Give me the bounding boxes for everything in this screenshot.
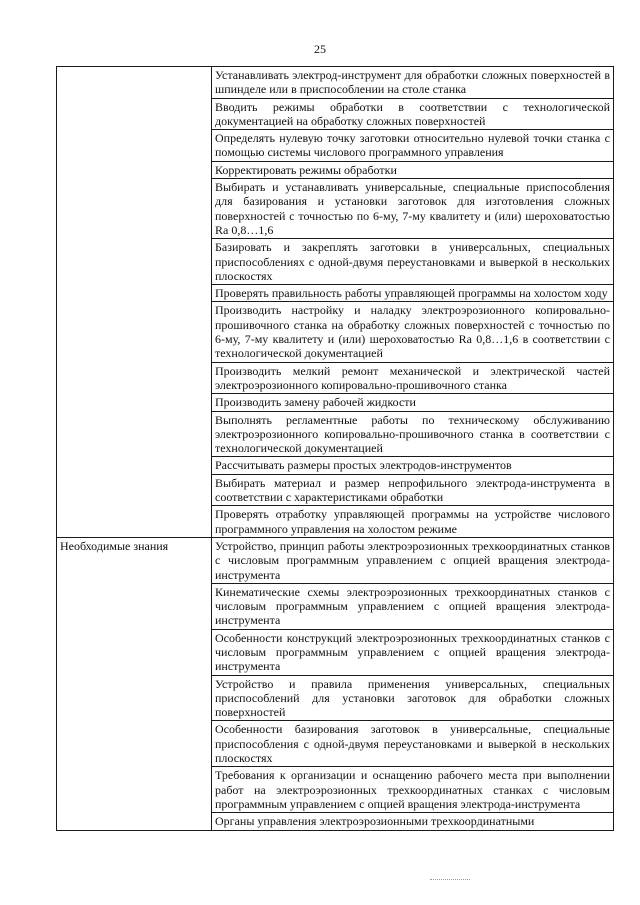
table-cell: Кинематические схемы электроэрозионных трехкоординатных станков с числовым программным управлением с опцией вращения электрода-инструмента xyxy=(212,583,614,629)
page-number: 25 xyxy=(314,42,326,56)
table-cell: Проверять отработку управляющей программы на устройстве числового программного управления на холостом режиме xyxy=(212,506,614,538)
table-cell: Особенности базирования заготовок в универсальные, специальные приспособления с одной-двумя переустановками и выверкой в нескольких плоскостях xyxy=(212,721,614,767)
table-cell: Устройство и правила применения универсальных, специальных приспособлений для установки заготовок для обработки сложных поверхностей xyxy=(212,675,614,721)
table-cell: Вводить режимы обработки в соответствии с технологической документацией на обработку сложных поверхностей xyxy=(212,98,614,130)
table-cell: Рассчитывать размеры простых электродов-инструментов xyxy=(212,457,614,474)
table-cell: Базировать и закреплять заготовки в универсальных, специальных приспособлениях с одной-двумя переустановками и выверкой в нескольких плоскостях xyxy=(212,239,614,285)
table-cell: Устанавливать электрод-инструмент для обработки сложных поверхностей в шпинделе или в приспособлении на столе станка xyxy=(212,67,614,99)
table-cell: Определять нулевую точку заготовки относительно нулевой точки станка с помощью системы числового программного управления xyxy=(212,130,614,162)
table-cell: Устройство, принцип работы электроэрозионных трехкоординатных станков с числовым программным управлением с опцией вращения электрода-инструмента xyxy=(212,537,614,583)
table-row xyxy=(57,67,614,99)
table-row xyxy=(57,537,614,583)
table-cell: Проверять правильность работы управляющей программы на холостом ходу xyxy=(212,285,614,302)
table-cell: Требования к организации и оснащению рабочего места при выполнении работ на электроэрозионных трехкоординатных станках с числовым программным управлением с опцией вращения электрода-инструмента xyxy=(212,767,614,813)
table-cell: Особенности конструкций электроэрозионных трехкоординатных станков с числовым программным управлением с опцией вращения электрода-инструмента xyxy=(212,629,614,675)
table-cell: Производить настройку и наладку электроэрозионного копировально-прошивочного станка на обработку сложных поверхностей с точностью по 6-му, 7-му квалитету и (или) шероховатостью Ra 0,8…1,6 в соответствии с технологической документацией xyxy=(212,302,614,362)
table-cell: Корректировать режимы обработки xyxy=(212,161,614,178)
table-cell: Выбирать и устанавливать универсальные, специальные приспособления для базирования и установки заготовок для изготовления сложных поверхностей с точностью по 6-му, 7-му квалитету и (или) шероховатостью Ra 0,8…1,6 xyxy=(212,179,614,239)
requirements-table xyxy=(56,66,614,831)
section-label-knowledge: Необходимые знания xyxy=(60,538,169,553)
scan-artifact-mark xyxy=(430,879,470,881)
table-cell: Производить мелкий ремонт механической и электрической частей электроэрозионного копировально-прошивочного станка xyxy=(212,362,614,394)
section-label-cell xyxy=(57,537,212,830)
table-cell: Органы управления электроэрозионными трехкоординатными xyxy=(212,813,614,830)
table-cell: Производить замену рабочей жидкости xyxy=(212,394,614,411)
section-label-cell xyxy=(57,67,212,538)
table-cell: Выполнять регламентные работы по техническому обслуживанию электроэрозионного копировально-прошивочного станка в соответствии с технологической документацией xyxy=(212,411,614,457)
table-cell: Выбирать материал и размер непрофильного электрода-инструмента в соответствии с характеристиками обработки xyxy=(212,474,614,506)
